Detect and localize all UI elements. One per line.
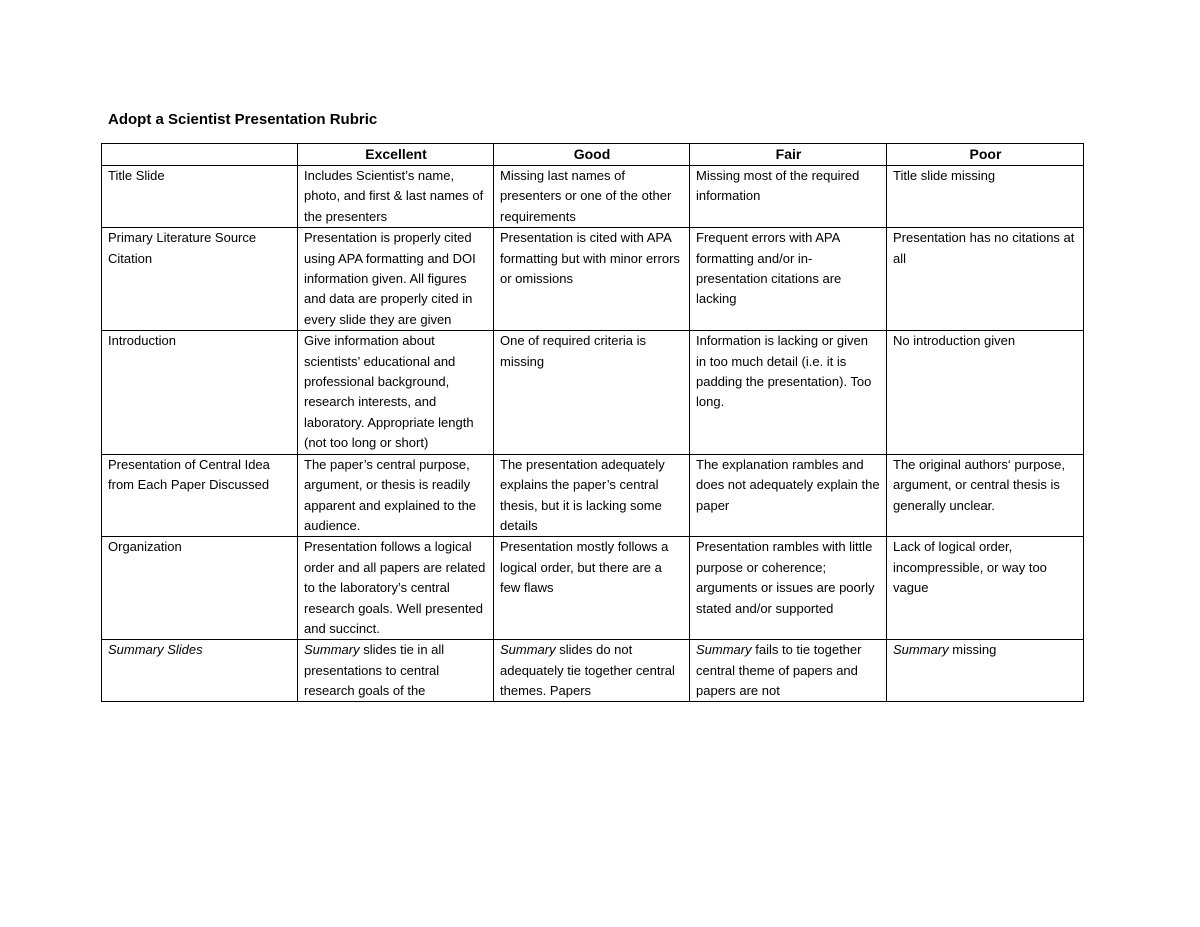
fair-cell: The explanation rambles and does not adequately explain the paper (690, 454, 887, 537)
header-fair: Fair (690, 144, 887, 166)
good-cell: Presentation mostly follows a logical order, but there are a few flaws (494, 537, 690, 640)
good-cell: Missing last names of presenters or one of the other requirements (494, 166, 690, 228)
fair-text (696, 640, 881, 701)
table-row (102, 537, 1084, 640)
excellent-cell: The paper’s central purpose, argument, or thesis is readily apparent and explained to the audience. (298, 454, 494, 537)
table-row (102, 228, 1084, 331)
excellent-cell: Presentation is properly cited using APA formatting and DOI information given. All figures and data are properly cited in every slide they are given (298, 228, 494, 331)
fair-cell: Frequent errors with APA formatting and/or in-presentation citations are lacking (690, 228, 887, 331)
good-cell: Presentation is cited with APA formatting but with minor errors or omissions (494, 228, 690, 331)
excellent-text (304, 640, 488, 701)
poor-cell: The original authors‘ purpose, argument, or central thesis is generally unclear. (887, 454, 1084, 537)
header-row (102, 144, 1084, 166)
header-excellent: Excellent (298, 144, 494, 166)
criterion-cell: Presentation of Central Idea from Each Paper Discussed (102, 454, 298, 537)
poor-cell: Lack of logical order, incompressible, or way too vague (887, 537, 1084, 640)
summary-word: Summary (696, 642, 752, 658)
fair-cell: Information is lacking or given in too much detail (i.e. it is padding the presentation). Too long. (690, 331, 887, 454)
header-good: Good (494, 144, 690, 166)
good-cell (494, 640, 690, 702)
good-cell: The presentation adequately explains the paper’s central thesis, but it is lacking some details (494, 454, 690, 537)
poor-cell (887, 640, 1084, 702)
fair-cell (690, 640, 887, 702)
poor-rest: missing (948, 642, 997, 658)
criterion-cell: Primary Literature Source Citation (102, 228, 298, 331)
excellent-cell (298, 640, 494, 702)
good-cell: One of required criteria is missing (494, 331, 690, 454)
summary-word: Summary (304, 642, 360, 658)
header-criterion (102, 144, 298, 166)
poor-cell: No introduction given (887, 331, 1084, 454)
poor-cell: Title slide missing (887, 166, 1084, 228)
table-row (102, 640, 1084, 702)
summary-word: Summary (893, 642, 949, 658)
criterion-text: Summary Slides (108, 642, 203, 658)
poor-text (893, 640, 1078, 660)
poor-cell: Presentation has no citations at all (887, 228, 1084, 331)
excellent-cell: Give information about scientists’ educational and professional background, research interests, and laboratory. Appropriate length (not too long or short) (298, 331, 494, 454)
good-text (500, 640, 684, 701)
good-rest: slides do not adequately tie together central themes. Papers (500, 642, 675, 699)
table-row (102, 454, 1084, 537)
excellent-cell: Includes Scientist’s name, photo, and first & last names of the presenters (298, 166, 494, 228)
criterion-cell: Title Slide (102, 166, 298, 228)
table-row (102, 166, 1084, 228)
excellent-cell: Presentation follows a logical order and all papers are related to the laboratory’s central research goals. Well presented and succinct. (298, 537, 494, 640)
criterion-cell: Introduction (102, 331, 298, 454)
fair-rest: fails to tie together central theme of papers and papers are not (696, 642, 862, 699)
fair-cell: Missing most of the required information (690, 166, 887, 228)
summary-word: Summary (500, 642, 556, 658)
rubric-table (101, 143, 1084, 702)
page-title: Adopt a Scientist Presentation Rubric (108, 111, 378, 128)
header-poor: Poor (887, 144, 1084, 166)
excellent-rest: slides tie in all presentations to central research goals of the (304, 642, 445, 699)
criterion-cell: Organization (102, 537, 298, 640)
criterion-cell (102, 640, 298, 702)
table-row (102, 331, 1084, 454)
fair-cell: Presentation rambles with little purpose or coherence; arguments or issues are poorly stated and/or supported (690, 537, 887, 640)
